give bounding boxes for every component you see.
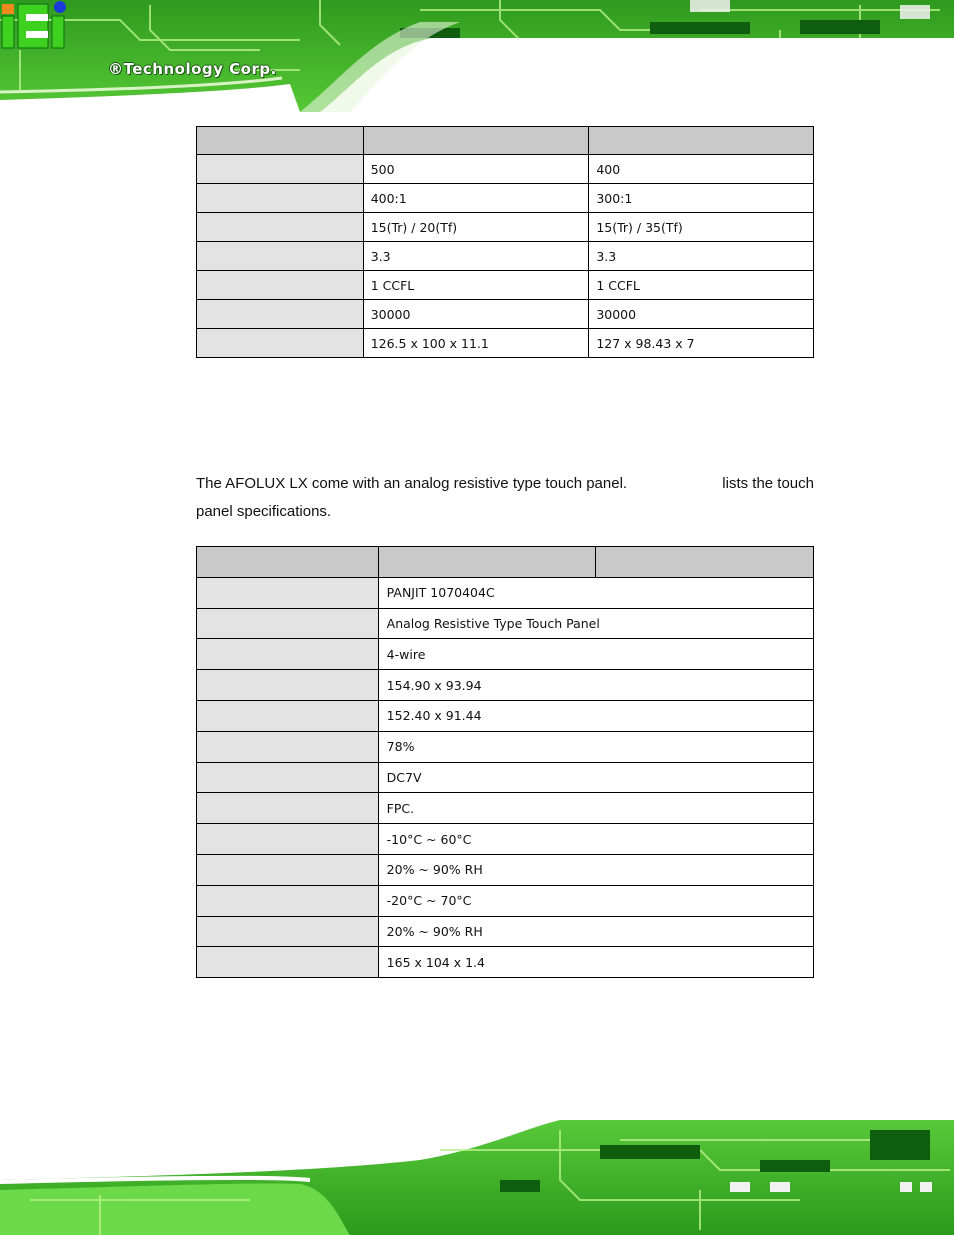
value-cell: 300:1 [589, 184, 814, 213]
table-row [197, 762, 814, 793]
value-cell: 152.40 x 91.44 [378, 700, 813, 731]
table-row [197, 329, 814, 358]
table-row [197, 793, 814, 824]
circuit-board-background [0, 0, 954, 112]
table-row [197, 885, 814, 916]
value-cell: FPC. [378, 793, 813, 824]
row-label [197, 947, 379, 978]
row-label [197, 184, 364, 213]
value-cell: DC7V [378, 762, 813, 793]
row-label [197, 916, 379, 947]
value-cell: -10°C ~ 60°C [378, 824, 813, 855]
table-row [197, 700, 814, 731]
row-label [197, 213, 364, 242]
page-footer-banner [0, 1120, 954, 1235]
value-cell: 30000 [363, 300, 589, 329]
table-row [197, 213, 814, 242]
row-label [197, 793, 379, 824]
row-label [197, 762, 379, 793]
value-cell: 20% ~ 90% RH [378, 916, 813, 947]
table-row [197, 639, 814, 670]
paragraph-text: lists the touch [722, 475, 814, 492]
table-row [197, 916, 814, 947]
table-row [197, 577, 814, 608]
value-cell: 20% ~ 90% RH [378, 854, 813, 885]
table-row [197, 670, 814, 701]
touch-panel-intro-paragraph [196, 470, 814, 526]
value-cell: 127 x 98.43 x 7 [589, 329, 814, 358]
row-label [197, 700, 379, 731]
paragraph-text: panel specifications. [196, 503, 332, 520]
row-label [197, 577, 379, 608]
row-label [197, 155, 364, 184]
row-label [197, 242, 364, 271]
value-cell: 15(Tr) / 35(Tf) [589, 213, 814, 242]
table-row [197, 947, 814, 978]
row-label [197, 271, 364, 300]
table-row [197, 271, 814, 300]
header-cell [596, 547, 814, 578]
header-cell [589, 127, 814, 155]
table-row [197, 155, 814, 184]
header-cell [363, 127, 589, 155]
value-cell: 165 x 104 x 1.4 [378, 947, 813, 978]
header-cell [197, 127, 364, 155]
lcd-spec-table [196, 126, 814, 358]
value-cell: 78% [378, 731, 813, 762]
table-row [197, 608, 814, 639]
table-header-row [197, 547, 814, 578]
value-cell: 154.90 x 93.94 [378, 670, 813, 701]
value-cell: 126.5 x 100 x 11.1 [363, 329, 589, 358]
row-label [197, 731, 379, 762]
value-cell: 400:1 [363, 184, 589, 213]
table-row [197, 300, 814, 329]
table-row [197, 184, 814, 213]
row-label [197, 670, 379, 701]
value-cell: 1 CCFL [363, 271, 589, 300]
table-header-row [197, 127, 814, 155]
page-header-banner [0, 0, 954, 112]
table-row [197, 242, 814, 271]
circuit-board-background [0, 1120, 954, 1235]
row-label [197, 329, 364, 358]
touch-panel-spec-table [196, 546, 814, 978]
company-name: ®Technology Corp. [108, 60, 277, 78]
value-cell: 500 [363, 155, 589, 184]
value-cell: 4-wire [378, 639, 813, 670]
value-cell: -20°C ~ 70°C [378, 885, 813, 916]
row-label [197, 608, 379, 639]
row-label [197, 824, 379, 855]
header-cell [378, 547, 596, 578]
table-row [197, 854, 814, 885]
value-cell: PANJIT 1070404C [378, 577, 813, 608]
row-label [197, 885, 379, 916]
value-cell: 15(Tr) / 20(Tf) [363, 213, 589, 242]
value-cell: 3.3 [589, 242, 814, 271]
table-row [197, 824, 814, 855]
table-row [197, 731, 814, 762]
row-label [197, 854, 379, 885]
value-cell: 30000 [589, 300, 814, 329]
iei-logo [0, 0, 70, 52]
row-label [197, 300, 364, 329]
paragraph-text: The AFOLUX LX come with an analog resistive type touch panel. [196, 475, 628, 492]
value-cell: 3.3 [363, 242, 589, 271]
value-cell: Analog Resistive Type Touch Panel [378, 608, 813, 639]
value-cell: 400 [589, 155, 814, 184]
row-label [197, 639, 379, 670]
value-cell: 1 CCFL [589, 271, 814, 300]
header-cell [197, 547, 379, 578]
